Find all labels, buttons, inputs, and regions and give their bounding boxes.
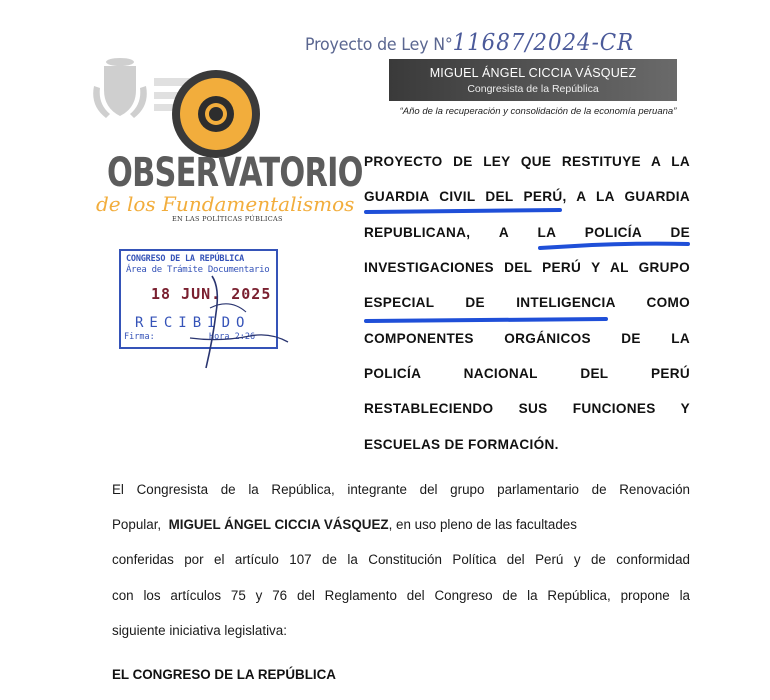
bill-title-line-2: GUARDIA CIVIL DEL PERÚ, A LA GUARDIA bbox=[364, 189, 690, 204]
year-motto: “Año de la recuperación y consolidación de la economía peruana” bbox=[399, 106, 677, 117]
congress-member-header bbox=[389, 59, 677, 101]
underline-grupo-especial bbox=[366, 319, 606, 321]
project-number-handwritten: 11687/2024-CR bbox=[452, 30, 635, 56]
body-line-1: El Congresista de la República, integrante del grupo parlamentario de Renovación bbox=[112, 482, 690, 497]
bill-title-line-5: ESPECIAL DE INTELIGENCIA COMO bbox=[364, 295, 690, 310]
member-role: Congresista de la República bbox=[467, 83, 599, 95]
logo-title: OBSERVATORIO bbox=[107, 150, 363, 196]
body-line-5: siguiente iniciativa legislativa: bbox=[112, 623, 287, 638]
logo-subtitle: de los Fundamentalismos bbox=[96, 192, 355, 216]
underline-policia bbox=[540, 244, 688, 248]
handwritten-signature bbox=[150, 268, 290, 378]
bill-title-line-3: REPUBLICANA, A LA POLICÍA DE bbox=[364, 225, 690, 240]
bill-title-line-4: INVESTIGACIONES DEL PERÚ Y AL GRUPO bbox=[364, 260, 690, 275]
observatorio-eye-icon bbox=[170, 68, 262, 160]
body-line-3: conferidas por el artículo 107 de la Constitución Política del Perú y de conformidad bbox=[112, 552, 690, 567]
section-heading: EL CONGRESO DE LA REPÚBLICA bbox=[112, 667, 336, 682]
body-line-4: con los artículos 75 y 76 del Reglamento del Congreso de la República, propone la bbox=[112, 588, 690, 603]
body-line-2-pre: Popular, bbox=[112, 517, 162, 532]
stamp-date: 18 JUN. 2025 bbox=[151, 285, 272, 303]
bill-title-line-6: COMPONENTES ORGÁNICOS DE LA bbox=[364, 331, 690, 346]
bill-title-line-9: ESCUELAS DE FORMACIÓN. bbox=[364, 437, 559, 452]
bill-title-line-8: RESTABLECIENDO SUS FUNCIONES Y bbox=[364, 401, 690, 416]
stamp-line1: CONGRESO DE LA REPÚBLICA bbox=[126, 254, 245, 264]
member-name: MIGUEL ÁNGEL CICCIA VÁSQUEZ bbox=[429, 66, 637, 80]
stamp-signature-label: Firma: bbox=[124, 332, 155, 342]
stamp-hour-label: Hora bbox=[209, 332, 230, 342]
stamp-hour-value: 2:26 bbox=[234, 332, 256, 342]
project-number-prefix: Proyecto de Ley N° bbox=[305, 35, 453, 55]
logo-tagline: EN LAS POLÍTICAS PÚBLICAS bbox=[172, 215, 283, 223]
bill-title-line-7: POLICÍA NACIONAL DEL PERÚ bbox=[364, 366, 690, 381]
highlight-underlines bbox=[360, 185, 700, 330]
underline-guardia-civil bbox=[366, 210, 560, 212]
body-line-2 bbox=[112, 517, 690, 532]
body-member-name: MIGUEL ÁNGEL CICCIA VÁSQUEZ bbox=[168, 517, 389, 532]
bill-title-line-1: PROYECTO DE LEY QUE RESTITUYE A LA bbox=[364, 154, 690, 169]
stamp-line2: Área de Trámite Documentario bbox=[126, 265, 270, 275]
project-number bbox=[305, 30, 634, 56]
body-line-2-post: , en uso pleno de las facultades bbox=[388, 517, 577, 532]
stamp-received: RECIBIDO bbox=[135, 315, 251, 331]
